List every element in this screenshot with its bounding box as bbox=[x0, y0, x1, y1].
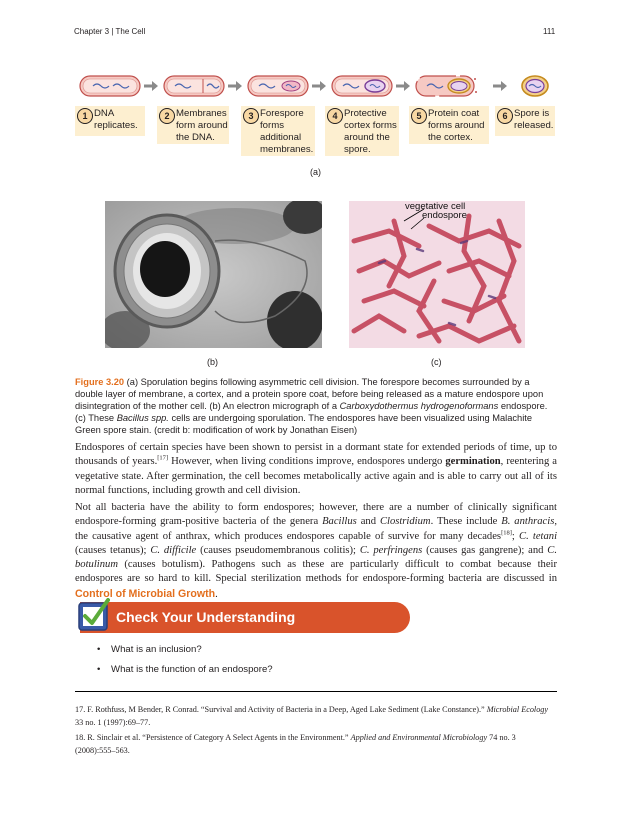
step-5-label bbox=[409, 106, 489, 144]
control-of-microbial-growth-link[interactable]: Control of Microbial Growth bbox=[75, 587, 216, 600]
figure-label: Figure 3.20 bbox=[75, 377, 125, 387]
body-paragraph-1: Endospores of certain species have been shown to persist in a dormant state for extended periods of time, up to thousands of years.[17] However, when living conditions improve, endospores undergo germination, reentering a vegetative state. After germination, the cell becomes metabolically active again and is able to carry out all of its normal functions, including growth and cell division. bbox=[75, 442, 558, 496]
vegetative-cell-label: vegetative cell bbox=[405, 201, 466, 212]
cell-stage-4 bbox=[331, 72, 393, 100]
cell-stage-1 bbox=[79, 72, 141, 100]
running-header-chapter: Chapter 3 | The Cell bbox=[74, 27, 146, 36]
step-text: Protective cortex forms around the spore. bbox=[344, 108, 397, 155]
step-4-label bbox=[325, 106, 399, 156]
page-number: 111 bbox=[543, 27, 556, 36]
arrow-right-icon bbox=[493, 81, 507, 91]
list-item: • What is an inclusion? bbox=[97, 644, 202, 655]
arrow-right-icon bbox=[312, 81, 326, 91]
check-your-understanding-title: Check Your Understanding bbox=[116, 609, 296, 625]
step-text: Forespore forms additional membranes. bbox=[260, 108, 314, 155]
electron-micrograph-endospore bbox=[105, 201, 322, 348]
arrow-right-icon bbox=[396, 81, 410, 91]
check-questions-list bbox=[97, 640, 273, 680]
step-1-label bbox=[75, 106, 145, 136]
step-number: 6 bbox=[497, 108, 513, 124]
cell-stage-2 bbox=[163, 72, 225, 100]
cell-stage-3 bbox=[247, 72, 309, 100]
step-2-label bbox=[157, 106, 229, 144]
footnote-divider bbox=[75, 691, 557, 692]
check-your-understanding-banner bbox=[80, 602, 410, 633]
endospore-label: endospore bbox=[422, 210, 467, 221]
sporulation-diagram bbox=[75, 72, 555, 177]
step-3-label bbox=[241, 106, 315, 156]
step-text: Membranes form around the DNA. bbox=[176, 108, 228, 143]
step-number: 4 bbox=[327, 108, 343, 124]
step-number: 5 bbox=[411, 108, 427, 124]
footnote-18: 18. R. Sinclair et al. “Persistence of Category A Select Agents in the Environment.” Applied and Environmental Microbiology 74 no. 3 (2008):555–563. bbox=[75, 733, 516, 755]
malachite-green-stain-micrograph bbox=[349, 201, 525, 348]
panel-c-caption: (c) bbox=[431, 357, 442, 367]
released-spore bbox=[515, 72, 555, 100]
step-text: Spore is released. bbox=[514, 108, 554, 131]
step-text: Protein coat forms around the cortex. bbox=[428, 108, 485, 143]
footnote-17: 17. F. Rothfuss, M Bender, R Conrad. “Survival and Activity of Bacteria in a Deep, Aged Lake Sediment (Lake Constance).” Microbial Ecology 33 no. 1 (1997):69–77. bbox=[75, 705, 549, 727]
checkbox-check-icon bbox=[78, 598, 110, 632]
step-6-label bbox=[495, 106, 555, 136]
step-number: 3 bbox=[243, 108, 259, 124]
step-number: 2 bbox=[159, 108, 175, 124]
figure-caption: Figure 3.20 (a) Sporulation begins following asymmetric cell division. The forespore becomes surrounded by a double layer of membrane, a cortex, and a protein spore coat, before being released as a mature endospore upon disintegration of the mother cell. (b) An electron micrograph of a Carboxydothermus hydrogenoformans endospore. (c) These Bacillus spp. cells are undergoing sporulation. The endospores have been visualized using Malachite Green spore stain. (credit b: modification of work by Jonathan Eisen) bbox=[75, 377, 548, 435]
arrow-right-icon bbox=[144, 81, 158, 91]
step-number: 1 bbox=[77, 108, 93, 124]
step-text: DNA replicates. bbox=[94, 108, 138, 131]
panel-b-caption: (b) bbox=[207, 357, 218, 367]
list-item: • What is the function of an endospore? bbox=[97, 664, 273, 675]
panel-a-caption: (a) bbox=[310, 167, 321, 177]
arrow-right-icon bbox=[228, 81, 242, 91]
cell-stage-5 bbox=[415, 72, 477, 100]
footnote-ref-18[interactable]: [18] bbox=[501, 529, 512, 537]
footnote-ref-17[interactable]: [17] bbox=[157, 454, 169, 462]
body-paragraph-2: Not all bacteria have the ability to form endospores; however, there are a number of clinically significant endospore-forming gram-positive bacteria of the genera Bacillus and Clostridium. These include B. anthracis, the causative agent of anthrax, which produces endospores capable of survive for many decades[18]; C. tetani (causes tetanus); C. difficile (causes pseudomembranous colitis); C. perfringens (causes gas gangrene); and C. botulinum (causes botulism). Pathogens such as these are particularly difficult to combat because their endospores are so hard to kill. Special sterilization methods for endospore-forming bacteria are discussed in Control of Microbial Growth. bbox=[75, 502, 558, 600]
